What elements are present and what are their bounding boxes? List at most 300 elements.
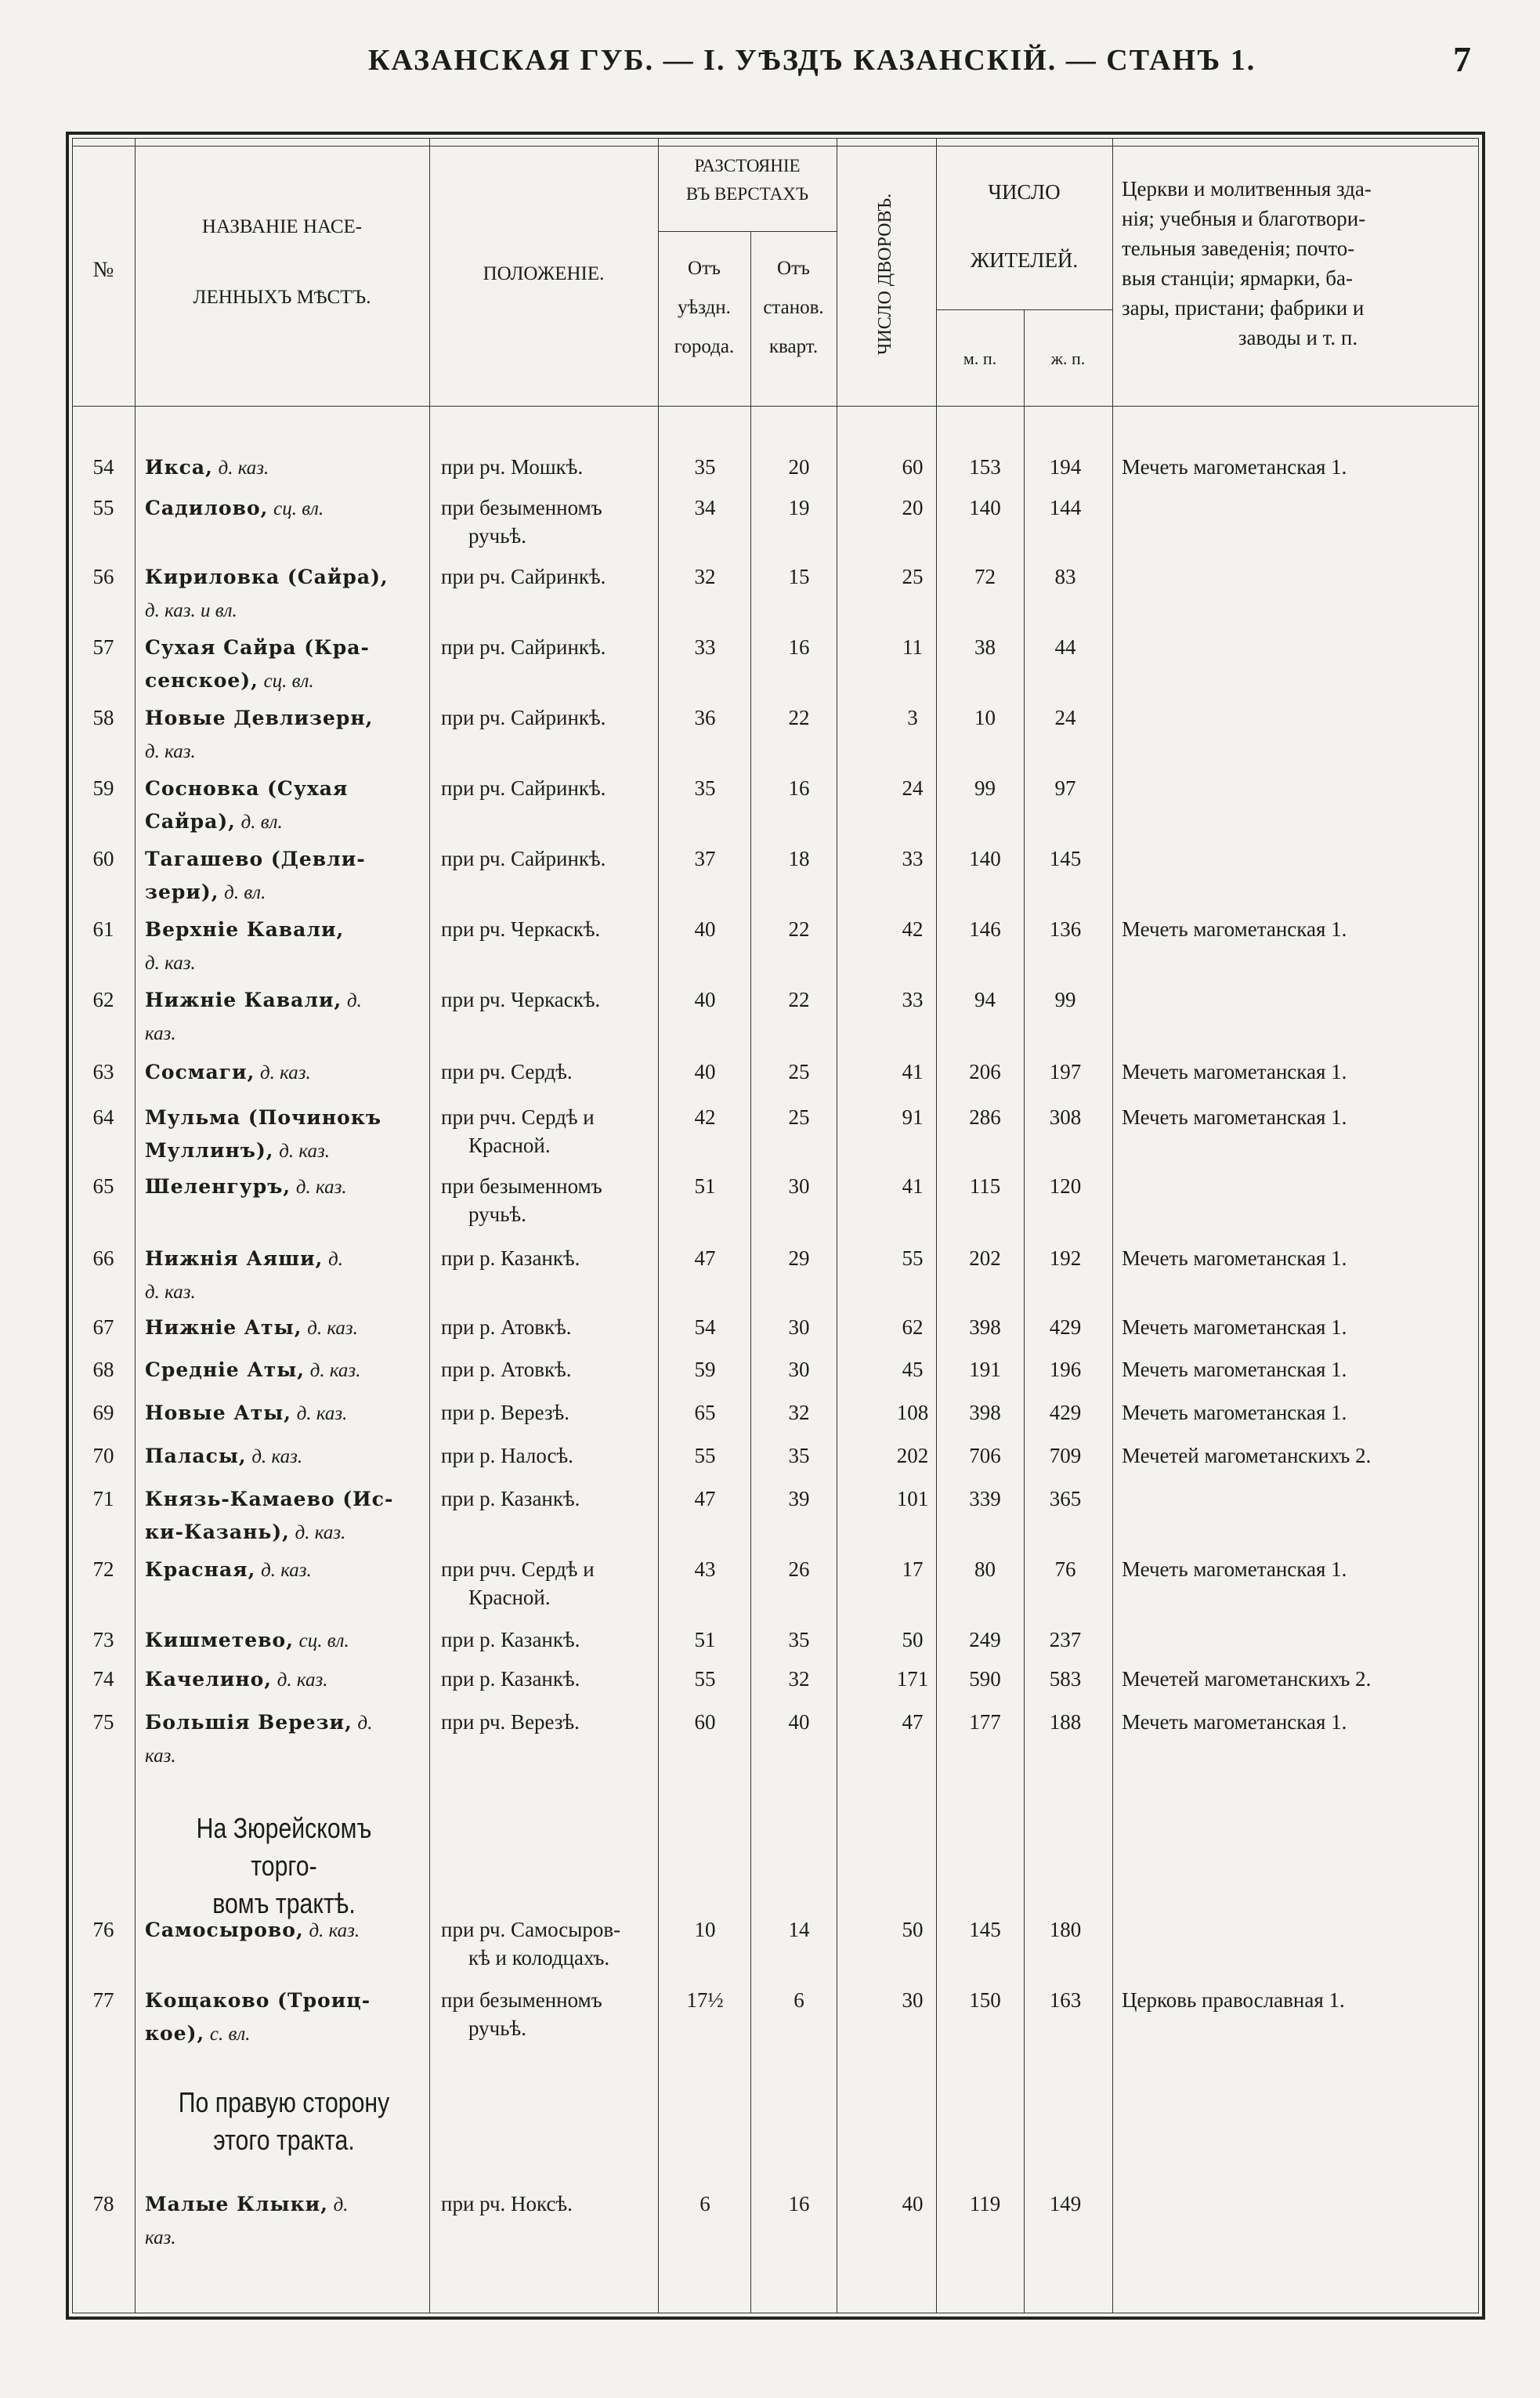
settlement-name-bold: Сайра), (145, 810, 236, 833)
row-number: 66 (92, 1246, 114, 1270)
settlement-position: при рч. Верезѣ. (441, 1710, 580, 1734)
distance-from-station: 30 (788, 1174, 810, 1198)
female-count: 44 (1054, 635, 1076, 659)
female-count: 120 (1049, 1174, 1082, 1198)
distance-from-town: 37 (694, 847, 716, 870)
section-heading-right-side (167, 2084, 400, 2159)
distance-from-station: 16 (788, 635, 810, 659)
male-count: 10 (974, 706, 996, 729)
col-female-header: ж. п. (1050, 349, 1086, 368)
yards-count: 91 (902, 1105, 924, 1129)
col-from-station-3: кварт. (768, 336, 819, 357)
row-number: 65 (92, 1174, 114, 1198)
col-from-station-2: станов. (763, 297, 824, 318)
settlement-type: сц. вл. (273, 498, 324, 519)
row-number: 76 (92, 1918, 114, 1941)
yards-count: 33 (902, 847, 924, 870)
row-number: 69 (92, 1401, 114, 1424)
distance-from-town: 59 (694, 1358, 716, 1381)
settlement-position: Красной. (468, 1134, 551, 1157)
settlement-position: при безыменномъ (441, 496, 602, 519)
male-count: 398 (969, 1315, 1001, 1339)
male-count: 706 (969, 1444, 1001, 1467)
row-number: 60 (92, 847, 114, 870)
distance-from-town: 35 (694, 455, 716, 479)
settlement-name-line2 (145, 2019, 423, 2049)
settlement-type: д. вл. (224, 882, 266, 903)
female-count: 365 (1049, 1487, 1082, 1510)
female-count: 163 (1049, 1988, 1082, 2012)
settlement-name-bold: Садилово, (145, 497, 269, 519)
yards-count: 33 (902, 988, 924, 1011)
settlement-name (145, 1665, 423, 1695)
settlement-name (145, 1441, 423, 1471)
settlement-position: ручьѣ. (468, 2016, 526, 2040)
distance-from-town: 6 (700, 2192, 710, 2215)
settlement-name-bold: сенское), (145, 669, 258, 692)
yards-count: 40 (902, 2192, 924, 2215)
settlement-name (145, 633, 423, 662)
settlement-name (145, 1313, 423, 1343)
distance-from-town: 17½ (686, 1988, 724, 2012)
institutions: Мечеть магометанская 1. (1122, 1557, 1347, 1581)
settlement-type: д. (346, 990, 362, 1011)
male-count: 140 (969, 496, 1001, 519)
distance-from-station: 22 (788, 917, 810, 941)
yards-count: 41 (902, 1174, 924, 1198)
settlement-position: кѣ и колодцахъ. (468, 1946, 610, 1969)
row-number: 62 (92, 988, 114, 1011)
settlement-name-bold: Верхніе Кавали, (145, 918, 345, 941)
settlement-name-bold: Нижніе Аты, (145, 1316, 302, 1339)
col-yards-header: ЧИСЛО ДВОРОВЪ. (875, 193, 895, 356)
section-heading-zyureisky (167, 1810, 400, 1922)
male-count: 38 (974, 635, 996, 659)
settlement-name-line2 (145, 1018, 423, 1048)
yards-count: 20 (902, 496, 924, 519)
col-from-town-3: города. (674, 336, 735, 357)
distance-from-station: 16 (788, 776, 810, 800)
col-divider (750, 231, 751, 2313)
settlement-type: каз. (145, 1745, 176, 1767)
male-count: 150 (969, 1988, 1001, 2012)
section-line: На Зюрейскомъ торго- (196, 1812, 372, 1882)
distance-from-station: 25 (788, 1105, 810, 1129)
settlement-type: сц. вл. (263, 671, 314, 692)
row-number: 71 (92, 1487, 114, 1510)
yards-count: 42 (902, 917, 924, 941)
row-number: 64 (92, 1105, 114, 1129)
settlement-type: д. каз. (251, 1446, 303, 1467)
settlement-name-bold: Сосмаги, (145, 1061, 255, 1083)
settlement-name (145, 774, 423, 803)
settlement-name-line2 (145, 948, 423, 978)
distance-from-station: 6 (793, 1988, 804, 2012)
settlement-name (145, 1555, 423, 1585)
distance-from-station: 39 (788, 1487, 810, 1510)
row-number: 77 (92, 1988, 114, 2012)
row-number: 74 (92, 1667, 114, 1691)
settlement-name-line2 (145, 1741, 423, 1770)
distance-from-station: 26 (788, 1557, 810, 1581)
male-count: 286 (969, 1105, 1001, 1129)
col-divider (1112, 138, 1113, 2313)
section-line: вомъ трактѣ. (212, 1887, 356, 1919)
settlement-position: при р. Атовкѣ. (441, 1315, 572, 1339)
distance-from-town: 43 (694, 1557, 716, 1581)
settlement-name-bold: Красная, (145, 1558, 256, 1581)
settlement-name-bold: ки-Казань), (145, 1521, 290, 1543)
distance-from-station: 32 (788, 1667, 810, 1691)
distance-from-town: 55 (694, 1667, 716, 1691)
distance-from-town: 40 (694, 1060, 716, 1083)
distance-from-town: 10 (694, 1918, 716, 1941)
yards-count: 41 (902, 1060, 924, 1083)
settlement-name (145, 1172, 423, 1202)
distance-from-town: 32 (694, 565, 716, 588)
col-divider (135, 138, 136, 2313)
distance-from-town: 51 (694, 1174, 716, 1198)
yards-count: 62 (902, 1315, 924, 1339)
distance-from-station: 22 (788, 706, 810, 729)
institutions: Мечеть магометанская 1. (1122, 1105, 1347, 1129)
inst-header-line: заводы и т. п. (1238, 326, 1358, 349)
settlement-type: с. вл. (209, 2024, 251, 2045)
settlement-name (145, 1626, 423, 1655)
distance-from-station: 20 (788, 455, 810, 479)
settlement-type: д. каз. (145, 741, 196, 762)
distance-from-station: 22 (788, 988, 810, 1011)
female-count: 196 (1049, 1358, 1082, 1381)
settlement-position: при р. Казанкѣ. (441, 1246, 580, 1270)
distance-from-town: 65 (694, 1401, 716, 1424)
yards-count: 3 (907, 706, 918, 729)
distance-from-town: 34 (694, 496, 716, 519)
inst-header-line: тельныя заведенія; почто- (1122, 237, 1355, 260)
distance-from-station: 15 (788, 565, 810, 588)
female-count: 149 (1049, 2192, 1082, 2215)
row-number: 63 (92, 1060, 114, 1083)
settlement-name-bold: Тагашево (Девли- (145, 848, 366, 870)
settlement-name-line2 (145, 595, 423, 625)
female-count: 188 (1049, 1710, 1082, 1734)
settlement-type: д. каз. и вл. (145, 600, 237, 621)
male-count: 80 (974, 1557, 996, 1581)
settlement-type: д. (328, 1249, 343, 1270)
col-from-town-1: Отъ (688, 258, 721, 279)
male-count: 398 (969, 1401, 1001, 1424)
female-count: 308 (1049, 1105, 1082, 1129)
settlement-name (145, 1244, 423, 1274)
settlement-name-bold: Шеленгуръ, (145, 1175, 291, 1198)
settlement-type: д. каз. (295, 1522, 346, 1543)
female-count: 429 (1049, 1401, 1082, 1424)
institutions: Мечеть магометанская 1. (1122, 1060, 1347, 1083)
section-line: По правую сторону (178, 2086, 390, 2118)
settlement-name-bold: Большія Верези, (145, 1711, 352, 1734)
settlement-type: д. каз. (261, 1560, 312, 1581)
col-institutions-header (1122, 174, 1474, 353)
female-count: 136 (1049, 917, 1082, 941)
settlement-position: при рч. Черкаскѣ. (441, 988, 601, 1011)
male-count: 177 (969, 1710, 1001, 1734)
institutions: Мечеть магометанская 1. (1122, 1710, 1347, 1734)
institutions: Мечеть магометанская 1. (1122, 1315, 1347, 1339)
female-count: 429 (1049, 1315, 1082, 1339)
row-number: 58 (92, 706, 114, 729)
settlement-position: Красной. (468, 1586, 551, 1609)
settlement-name (145, 845, 423, 873)
settlement-name-bold: Сосновка (Сухая (145, 777, 349, 800)
yards-count: 108 (896, 1401, 929, 1424)
settlement-name-bold: Самосырово, (145, 1919, 304, 1941)
male-count: 140 (969, 847, 1001, 870)
male-count: 115 (969, 1174, 1001, 1198)
settlement-position: при рч. Ноксѣ. (441, 2192, 573, 2215)
settlement-position: при безыменномъ (441, 1988, 602, 2012)
distance-from-station: 30 (788, 1358, 810, 1381)
distance-from-town: 51 (694, 1628, 716, 1651)
col-from-station-1: Отъ (777, 258, 810, 279)
distance-from-station: 30 (788, 1315, 810, 1339)
settlement-name-bold: Муллинъ), (145, 1139, 274, 1162)
settlement-name-bold: Мульма (Починокъ (145, 1106, 382, 1129)
row-number: 72 (92, 1557, 114, 1581)
institutions: Мечеть магометанская 1. (1122, 1358, 1347, 1381)
yards-count: 202 (896, 1444, 929, 1467)
settlement-position: при рч. Самосыров- (441, 1918, 621, 1941)
col-inhabitants-header-1: ЧИСЛО (988, 180, 1061, 204)
settlement-name-bold: Малые Клыки, (145, 2193, 328, 2215)
settlement-type: д. каз. (277, 1669, 328, 1691)
female-count: 145 (1049, 847, 1082, 870)
settlement-position: при безыменномъ (441, 1174, 602, 1198)
settlement-name-line2 (145, 1277, 423, 1307)
col-position-header: ПОЛОЖЕНІЕ. (483, 263, 605, 284)
yards-count: 47 (902, 1710, 924, 1734)
distance-from-station: 35 (788, 1444, 810, 1467)
distance-from-town: 40 (694, 917, 716, 941)
row-number: 56 (92, 565, 114, 588)
inst-header-line: зары, пристани; фабрики и (1122, 296, 1365, 320)
header-rule (936, 309, 1112, 310)
settlement-position: при рч. Мошкѣ. (441, 455, 584, 479)
inst-header-line: Церкви и молитвенныя зда- (1122, 177, 1372, 201)
page-number: 7 (1453, 39, 1471, 79)
settlement-position: ручьѣ. (468, 1203, 526, 1226)
settlement-name-line2 (145, 1136, 423, 1166)
institutions: Церковь православная 1. (1122, 1988, 1345, 2012)
female-count: 24 (1054, 706, 1076, 729)
yards-count: 50 (902, 1628, 924, 1651)
settlement-position: при рч. Черкаскѣ. (441, 917, 601, 941)
header-rule (658, 231, 837, 232)
yards-count: 45 (902, 1358, 924, 1381)
yards-count: 55 (902, 1246, 924, 1270)
male-count: 191 (969, 1358, 1001, 1381)
settlement-name-bold: зери), (145, 881, 219, 903)
male-count: 119 (969, 2192, 1001, 2215)
distance-from-town: 60 (694, 1710, 716, 1734)
settlement-name (145, 2190, 423, 2219)
female-count: 99 (1054, 988, 1076, 1011)
yards-count: 50 (902, 1918, 924, 1941)
col-divider (429, 138, 430, 2313)
settlement-type: д. вл. (240, 812, 283, 833)
settlement-position: при рчч. Сердѣ и (441, 1557, 595, 1581)
settlement-position: при рч. Сайринкѣ. (441, 706, 606, 729)
institutions: Мечеть магометанская 1. (1122, 917, 1347, 941)
settlement-type: д. (333, 2194, 349, 2215)
row-number: 59 (92, 776, 114, 800)
distance-from-town: 47 (694, 1246, 716, 1270)
settlement-name-bold: Икса, (145, 456, 213, 479)
female-count: 709 (1049, 1444, 1082, 1467)
settlement-position: ручьѣ. (468, 524, 526, 548)
female-count: 583 (1049, 1667, 1082, 1691)
settlement-position: при р. Верезѣ. (441, 1401, 570, 1424)
settlement-type: д. (357, 1713, 373, 1734)
male-count: 94 (974, 988, 996, 1011)
distance-from-station: 40 (788, 1710, 810, 1734)
settlement-name (145, 453, 423, 483)
settlement-type: д. каз. (309, 1360, 361, 1381)
distance-from-station: 16 (788, 2192, 810, 2215)
settlement-name-bold: Кощаково (Троиц- (145, 1989, 371, 2012)
col-inhabitants-header-2: ЖИТЕЛЕЙ. (970, 248, 1079, 272)
institutions: Мечеть магометанская 1. (1122, 455, 1347, 479)
header-rule (72, 406, 1479, 407)
institutions: Мечеть магометанская 1. (1122, 1246, 1347, 1270)
settlement-type: д. каз. (218, 458, 269, 479)
female-count: 83 (1054, 565, 1076, 588)
settlement-position: при р. Налосѣ. (441, 1444, 573, 1467)
page-header (0, 39, 1540, 90)
settlement-type: д. каз. (279, 1141, 330, 1162)
row-number: 54 (92, 455, 114, 479)
settlement-name-bold: Князь-Камаево (Ис- (145, 1488, 394, 1510)
yards-count: 24 (902, 776, 924, 800)
page-title: КАЗАНСКАЯ ГУБ. — I. УѢЗДЪ КАЗАНСКІЙ. — СТАНЪ 1. (368, 44, 1256, 77)
settlement-name (145, 703, 423, 732)
settlement-name (145, 562, 423, 591)
male-count: 153 (969, 455, 1001, 479)
male-count: 590 (969, 1667, 1001, 1691)
settlement-position: при рч. Сайринкѣ. (441, 776, 606, 800)
settlement-name (145, 1485, 423, 1514)
settlement-position: при р. Казанкѣ. (441, 1628, 580, 1651)
settlement-position: при р. Казанкѣ. (441, 1667, 580, 1691)
yards-count: 17 (902, 1557, 924, 1581)
settlement-type: д. каз. (260, 1062, 311, 1083)
row-number: 61 (92, 917, 114, 941)
settlement-position: при рч. Сердѣ. (441, 1060, 573, 1083)
row-number: 68 (92, 1358, 114, 1381)
distance-from-town: 54 (694, 1315, 716, 1339)
settlement-type: каз. (145, 2227, 176, 2248)
row-number: 78 (92, 2192, 114, 2215)
settlement-position: при р. Казанкѣ. (441, 1487, 580, 1510)
female-count: 194 (1049, 455, 1082, 479)
female-count: 97 (1054, 776, 1076, 800)
row-number: 67 (92, 1315, 114, 1339)
distance-from-station: 35 (788, 1628, 810, 1651)
col-distance-header-1: РАЗСТОЯНІЕ (694, 156, 801, 175)
female-count: 144 (1049, 496, 1082, 519)
settlement-type: д. каз. (296, 1403, 348, 1424)
distance-from-town: 42 (694, 1105, 716, 1129)
distance-from-town: 36 (694, 706, 716, 729)
male-count: 146 (969, 917, 1001, 941)
settlement-position: при рч. Сайринкѣ. (441, 847, 606, 870)
settlement-type: д. каз. (307, 1318, 358, 1339)
settlement-name-line2 (145, 666, 423, 696)
settlement-name-bold: Нижнія Аяши, (145, 1247, 324, 1270)
female-count: 192 (1049, 1246, 1082, 1270)
col-num-header: № (92, 258, 114, 282)
settlement-name (145, 1708, 423, 1738)
settlement-type: д. каз. (145, 953, 196, 974)
distance-from-station: 18 (788, 847, 810, 870)
col-distance-header-2: ВЪ ВЕРСТАХЪ (685, 184, 809, 204)
settlement-name (145, 915, 423, 944)
distance-from-station: 32 (788, 1401, 810, 1424)
settlement-type: д. каз. (295, 1177, 347, 1198)
settlement-name-bold: Нижніе Кавали, (145, 989, 342, 1011)
male-count: 202 (969, 1246, 1001, 1270)
distance-from-station: 19 (788, 496, 810, 519)
yards-count: 11 (902, 635, 923, 659)
male-count: 99 (974, 776, 996, 800)
row-number: 75 (92, 1710, 114, 1734)
yards-count: 30 (902, 1988, 924, 2012)
row-number: 73 (92, 1628, 114, 1651)
settlement-type: д. каз. (309, 1920, 360, 1941)
settlement-name-bold: кое), (145, 2022, 205, 2045)
settlement-name-bold: Сухая Сайра (Кра- (145, 636, 370, 659)
yards-count: 171 (896, 1667, 929, 1691)
settlement-name (145, 986, 423, 1015)
settlement-name-bold: Кишметево, (145, 1629, 294, 1651)
settlement-type: сц. вл. (298, 1630, 349, 1651)
settlement-name (145, 494, 423, 523)
settlement-name-bold: Кириловка (Сайра), (145, 566, 389, 588)
distance-from-station: 25 (788, 1060, 810, 1083)
settlement-type: д. каз. (145, 1282, 196, 1303)
inst-header-line: выя станціи; ярмарки, ба- (1122, 266, 1353, 290)
row-number: 55 (92, 496, 114, 519)
distance-from-town: 55 (694, 1444, 716, 1467)
yards-count: 60 (902, 455, 924, 479)
section-line: этого тракта. (213, 2124, 355, 2156)
institutions: Мечеть магометанская 1. (1122, 1401, 1347, 1424)
settlement-name-line2 (145, 736, 423, 766)
settlement-name-line2 (145, 807, 423, 837)
yards-count: 25 (902, 565, 924, 588)
col-name-header-2: ЛЕННЫХЪ МѢСТЪ. (193, 287, 371, 308)
settlement-type: каз. (145, 1023, 176, 1044)
settlement-name-bold: Качелино, (145, 1668, 272, 1691)
row-number: 70 (92, 1444, 114, 1467)
settlement-name-bold: Паласы, (145, 1445, 247, 1467)
male-count: 145 (969, 1918, 1001, 1941)
settlement-name-line2 (145, 1517, 423, 1547)
col-name-header-1: НАЗВАНІЕ НАСЕ- (201, 216, 363, 237)
settlement-position: при рчч. Сердѣ и (441, 1105, 595, 1129)
settlement-position: при рч. Сайринкѣ. (441, 565, 606, 588)
settlement-name-bold: Новые Аты, (145, 1402, 291, 1424)
yards-count: 101 (896, 1487, 929, 1510)
